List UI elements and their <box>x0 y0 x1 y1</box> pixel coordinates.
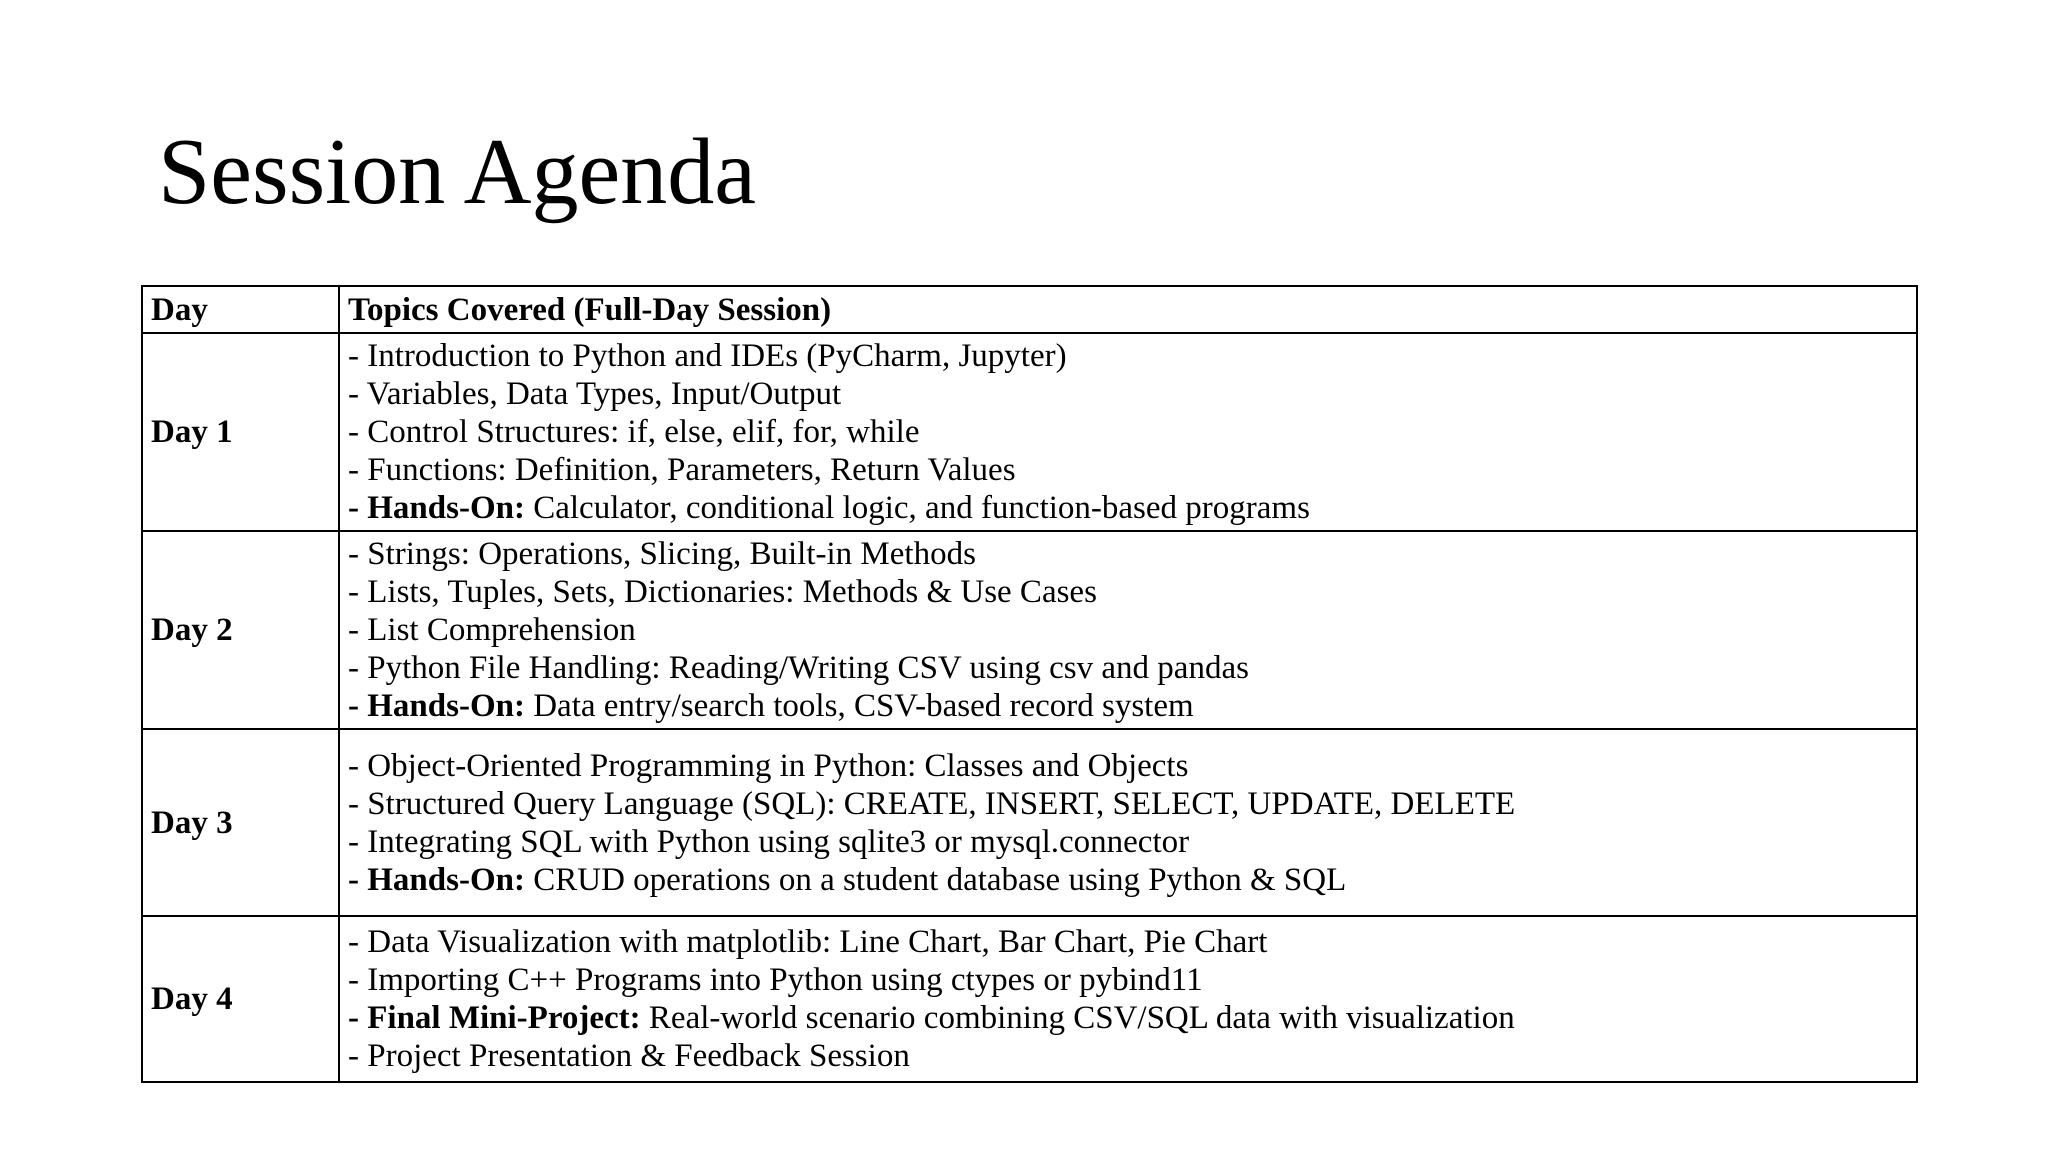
topic-line: - Structured Query Language (SQL): CREATE, INSERT, SELECT, UPDATE, DELETE <box>348 785 1516 822</box>
day-cell: Day 4 <box>142 916 339 1082</box>
topic-line: - Introduction to Python and IDEs (PyCharm, Jupyter) <box>348 338 1067 374</box>
hands-on-label: Hands-On: <box>367 861 525 898</box>
slide-title: Session Agenda <box>158 120 756 224</box>
topic-line: - Strings: Operations, Slicing, Built-in Methods <box>348 536 976 572</box>
topic-line: - Hands-On: Calculator, conditional logic, and function-based programs <box>348 490 1310 526</box>
day-cell: Day 2 <box>142 531 339 729</box>
topic-line: - Hands-On: Data entry/search tools, CSV-based record system <box>348 688 1194 724</box>
topic-line: - Variables, Data Types, Input/Output <box>348 376 842 412</box>
topic-line: - List Comprehension <box>348 612 636 648</box>
topics-cell <box>339 333 1917 531</box>
topic-line: - Integrating SQL with Python using sqlite3 or mysql.connector <box>348 823 1190 860</box>
topic-line: - Hands-On: CRUD operations on a student database using Python & SQL <box>348 861 1347 898</box>
topic-line: - Importing C++ Programs into Python using ctypes or pybind11 <box>348 962 1203 998</box>
topic-line: - Python File Handling: Reading/Writing CSV using csv and pandas <box>348 650 1249 686</box>
day-cell: Day 3 <box>142 729 339 916</box>
header-day: Day <box>142 286 339 333</box>
topics-cell <box>339 729 1917 916</box>
table-row <box>142 916 1917 1082</box>
hands-on-label: Hands-On: <box>367 490 525 526</box>
topic-line: - Object-Oriented Programming in Python: Classes and Objects <box>348 747 1189 784</box>
table-header-row <box>142 286 1917 333</box>
topics-cell <box>339 531 1917 729</box>
topic-line: - Functions: Definition, Parameters, Return Values <box>348 452 1016 488</box>
topics-cell <box>339 916 1917 1082</box>
topic-line: - Data Visualization with matplotlib: Line Chart, Bar Chart, Pie Chart <box>348 924 1268 960</box>
day-cell: Day 1 <box>142 333 339 531</box>
topic-line: - Final Mini-Project: Real-world scenario combining CSV/SQL data with visualization <box>348 1000 1515 1036</box>
table-row <box>142 531 1917 729</box>
header-topics: Topics Covered (Full-Day Session) <box>339 286 1917 333</box>
table-row <box>142 729 1917 916</box>
topic-line: - Project Presentation & Feedback Session <box>348 1038 910 1074</box>
final-project-label: Final Mini-Project: <box>367 1000 641 1036</box>
topic-line: - Lists, Tuples, Sets, Dictionaries: Methods & Use Cases <box>348 574 1097 610</box>
hands-on-label: Hands-On: <box>367 688 525 724</box>
agenda-table <box>141 285 1918 1083</box>
table-row <box>142 333 1917 531</box>
topic-line: - Control Structures: if, else, elif, for, while <box>348 414 920 450</box>
